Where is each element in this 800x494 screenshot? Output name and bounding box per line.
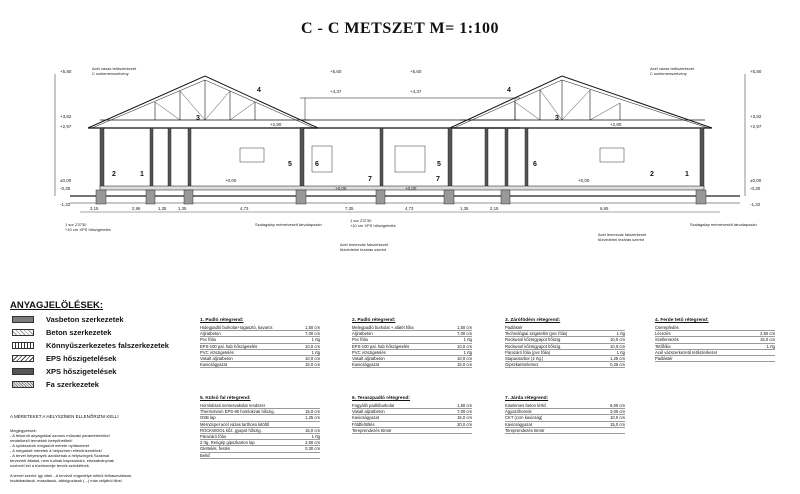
layer-thickness: 15,0 cm <box>760 337 775 343</box>
layer-material: Acél vázszerkezetű tetőszerkezet <box>655 349 718 355</box>
level-label: ±0,00 <box>750 178 762 183</box>
layer-thickness: 0,30 cm <box>305 446 320 452</box>
span-dimensions <box>80 206 720 212</box>
level-label: +0,00 <box>405 186 417 191</box>
layer-material: Gipszkartonlemez <box>505 362 539 368</box>
legend-label: Beton szerkezetek <box>46 327 112 337</box>
annotation-left-insulation: 1 sor Z3730 +10 cm XPS hőszigetelés <box>65 222 111 232</box>
layer-material: Szellemezés <box>655 337 679 343</box>
ground-line <box>70 196 740 203</box>
legend-swatch <box>12 368 34 375</box>
annotation-line: Acél vázas tetőszerkezet <box>650 66 695 71</box>
layer-thickness: 7,00 cm <box>457 409 472 415</box>
layer-thickness: 3,00 cm <box>610 409 625 415</box>
span-dim: 1,35 <box>158 206 167 211</box>
span-dim: 1,35 <box>460 206 469 211</box>
room-numbers <box>112 87 689 183</box>
layer-thickness: 10,0 cm <box>457 356 472 362</box>
annotation-mid-insulation: 1 sor Z3730 +10 cm XPS hőszigetelés <box>350 218 396 228</box>
layer-material: Pvc fólia <box>200 337 216 343</box>
layer-thickness: 10,0 cm <box>610 415 625 421</box>
room-number: 5 <box>437 161 441 168</box>
legend-item <box>12 314 124 324</box>
layer-material: PVC vízszigetelés <box>200 349 234 355</box>
room-number: 7 <box>436 176 440 183</box>
note-line: szolvnél kel a tüzétomelje tervek szövkétnek. <box>10 463 90 468</box>
layer-material: Kavicságyazat <box>505 421 532 427</box>
note-line: terveznél általad, nem tudnak kapcsolódni, elscsatványnak <box>10 458 115 463</box>
room-number: 6 <box>315 161 319 168</box>
layer-thickness: 1 rtg <box>616 349 625 355</box>
layer-material: Párazáró fólia <box>200 434 226 440</box>
room-number: 2 <box>650 171 654 178</box>
layer-material: Hidegpadló burkolat+ragasztó, kavarcs <box>200 325 273 330</box>
layer-thickness: 15,0 cm <box>305 427 320 433</box>
level-label: +5,80 <box>60 69 72 74</box>
openings <box>240 146 624 172</box>
layer-material: ROCKWOOL kőz. gyapot hőszig. <box>200 427 262 433</box>
layer-title: 1. Padló rétegrend: <box>200 318 244 323</box>
layer-row <box>505 362 625 368</box>
layer-material: Aljzatbeton <box>352 331 373 337</box>
layer-material: Tetőfólia <box>655 343 671 349</box>
room-number: 6 <box>533 161 537 168</box>
level-label: ±0,00 <box>60 178 72 183</box>
room-number: 5 <box>288 161 292 168</box>
legend-label: Könnyűszerkezetes falszerkezetek <box>46 340 169 350</box>
room-number: 4 <box>257 87 261 94</box>
annotation-line: C szelemenszelvény <box>92 71 129 76</box>
span-dim: 1,35 <box>178 206 187 211</box>
level-label: +2,80 <box>610 122 622 127</box>
note-line: - A megadott méretek a helyszínen ellenőrizendőek! <box>10 448 102 453</box>
span-dim: 7,35 <box>345 206 354 211</box>
level-label: +2,97 <box>750 124 762 129</box>
layer-block <box>200 318 320 368</box>
layer-row <box>352 362 472 368</box>
layer-material: Fagyálló padlóburkolat <box>352 403 395 408</box>
layer-block <box>200 396 320 459</box>
room-number: 7 <box>368 176 372 183</box>
layer-material: PVC vízszigetelés <box>352 349 386 355</box>
layer-thickness: 15,0 cm <box>305 362 320 368</box>
span-dim: 4,73 <box>240 206 249 211</box>
layer-thickness: 10,0 cm <box>610 337 625 343</box>
layer-material: Kavicságyazat <box>200 362 227 368</box>
foundations <box>96 190 706 204</box>
span-dim: 2,96 <box>132 206 141 211</box>
legend-item <box>12 379 99 389</box>
layer-thickness: 1 rtg <box>766 343 775 349</box>
level-label: -0,30 <box>750 186 761 191</box>
annotation-mid-floor: Acél lemezváz falszerkezet tűzvédelmi lezárás szerint <box>340 242 389 252</box>
layer-material: Vasalt aljzatbeton <box>352 409 385 415</box>
legend-heading: ANYAGJELÖLÉSEK: <box>10 300 104 311</box>
notes-block <box>10 428 150 483</box>
layer-title: 2. Padló rétegrend: <box>352 318 396 323</box>
legend-swatch <box>12 342 34 349</box>
layer-material: 2 rtg. Rengép gipszkarton lap <box>200 440 255 446</box>
level-label: +5,60 <box>330 69 342 74</box>
layer-material: EPS-100 pal. hab hőszigetelés <box>352 343 410 349</box>
layer-material: Kiselemes beton térkő <box>505 403 547 408</box>
room-number: 2 <box>112 171 116 178</box>
layer-material: Lécezés <box>655 331 671 337</box>
layer-thickness: 1 rtg <box>311 349 320 355</box>
annotation-left-roof <box>92 66 137 76</box>
annotation-left-strip: Szalagalap mérnéveséit tárvalaposán <box>255 222 322 227</box>
layer-block <box>352 396 472 434</box>
layer-material: Vasalt aljzatbeton <box>352 356 385 362</box>
level-label: -1,32 <box>60 202 71 207</box>
level-label: +0,00 <box>578 178 590 183</box>
legend-swatch <box>12 329 34 336</box>
level-label: +3,82 <box>750 114 762 119</box>
note-line: A tervet szerint így vitek - A tervező engedélye nélkül felhasználásuk, <box>10 473 133 478</box>
layer-material: Aljzatbeton <box>200 331 221 337</box>
annotation-line: C szelemenszelvény <box>650 71 687 76</box>
left-roof <box>88 76 318 128</box>
level-label: +5,60 <box>410 69 422 74</box>
layer-thickness: 10,0 cm <box>457 343 472 349</box>
note-line: Megjegyzések: <box>10 428 37 433</box>
walls <box>100 128 704 188</box>
floor-slab <box>100 186 704 190</box>
legend-swatch <box>12 355 34 362</box>
layer-thickness: 7,00 cm <box>305 331 320 337</box>
layer-material: Cserepfedés <box>655 325 679 330</box>
layer-material: Homlokzati nemesvakolat rendszer <box>200 403 266 408</box>
span-dim: 6,65 <box>600 206 609 211</box>
layer-thickness: 10,0 cm <box>305 343 320 349</box>
layer-material: Stapacsarbor (2 rtg.) <box>505 356 544 362</box>
layer-thickness: 1 rtg <box>463 349 472 355</box>
level-label: +2,97 <box>60 124 72 129</box>
layer-title: 7. Járda rétegrend: <box>505 396 549 401</box>
room-number: 1 <box>685 171 689 178</box>
annotation-right-roof <box>650 66 695 76</box>
legend-label: EPS hőszigetelések <box>46 353 117 363</box>
layer-material: Földfeltöltés <box>352 421 375 427</box>
layer-block <box>655 318 775 362</box>
layer-material: Kavicságyazat <box>352 362 379 368</box>
layer-material: Belső <box>200 452 211 458</box>
level-label: +0,00 <box>335 186 347 191</box>
layer-block <box>352 318 472 368</box>
layer-thickness: 1 rtg <box>616 331 625 337</box>
layer-title: 3. Zárófödém rétegrend: <box>505 318 561 323</box>
right-roof <box>450 76 712 128</box>
span-dim: 4,73 <box>405 206 414 211</box>
annotation-right-strip: Szalagalap mérnéveséit tárvalaposán <box>690 222 757 227</box>
legend-swatch <box>12 381 34 388</box>
layer-thickness: 20,0 cm <box>457 421 472 427</box>
layer-material: Rockwool kőzetgyapot hőszig. <box>505 337 562 343</box>
layer-block <box>505 318 625 368</box>
annotation-right-floor: Acél lemezváz falszerkezet tűzvédelmi lezárás szerint <box>598 232 647 242</box>
note-line: - A nyílászárók megadott mérete nyílásméret <box>10 443 90 448</box>
layer-title: 6. Teraszpadló rétegrend: <box>352 396 411 401</box>
notes-heading: A MÉRETEKET A HELYSZÍNEN ELLENŐRIZNI KELL! <box>10 414 119 419</box>
note-line: - A tervet helyesnyek azokkénak a helyszíngek Szakmai <box>10 453 110 458</box>
layer-material: Rockwool kőzetgyapot hőszig. <box>505 343 562 349</box>
layer-thickness: 1,50 cm <box>457 403 472 408</box>
layer-material: Melegpadló burkolat + alátét fólia <box>352 325 414 330</box>
layer-title: 5. Külső fal rétegrend: <box>200 396 251 401</box>
layer-material: Technológiai szigetelés (pvc fólia) <box>505 331 568 337</box>
layer-material: Párazáró fólia (pvc fólia) <box>505 349 551 355</box>
note-line: - A felsorolt anyagokkal azonos műszaki paraméterekkel <box>10 433 110 438</box>
layer-thickness: 1 rtg <box>311 434 320 440</box>
layer-thickness: 7,00 cm <box>457 331 472 337</box>
layer-thickness: 0,25 cm <box>610 362 625 368</box>
room-number: 4 <box>507 87 511 94</box>
layer-material: Tereprendezés tömör <box>352 427 392 433</box>
layer-material: Thermotvom EPS-80 homlokzati hőszig. <box>200 409 275 415</box>
layer-material: CKT (ccm kavicság) <box>505 415 543 421</box>
layer-thickness: 6,00 cm <box>610 403 625 408</box>
layer-thickness: 10,0 cm <box>305 356 320 362</box>
layer-thickness: 10,0 cm <box>610 343 625 349</box>
level-label: -0,30 <box>60 186 71 191</box>
layer-material: Glettelés, festés <box>200 446 231 452</box>
legend-item <box>12 353 116 363</box>
layer-material: Padlástér <box>655 356 673 362</box>
layer-material: Kavicságyazat <box>352 415 379 421</box>
room-number: 3 <box>555 115 559 122</box>
layer-row <box>352 428 472 434</box>
span-dim: 3,15 <box>90 206 99 211</box>
level-label: +0,00 <box>225 178 237 183</box>
layer-row <box>655 356 775 362</box>
note-line: továbbadásuk, másolásuk, átdolgozásuk (...) más céljából tilos! <box>10 478 122 483</box>
legend-label: Vasbeton szerkezetek <box>46 314 124 324</box>
layer-thickness: 1,25 cm <box>305 415 320 421</box>
legend-swatch <box>12 316 34 323</box>
level-label: +4,37 <box>410 89 422 94</box>
layer-material: Vasalt aljzatbeton <box>200 356 233 362</box>
layer-thickness: 1,25 cm <box>610 356 625 362</box>
legend-item <box>12 340 169 350</box>
level-label: +5,80 <box>750 69 762 74</box>
layer-row <box>200 453 320 459</box>
room-number: 1 <box>140 171 144 178</box>
legend-item <box>12 366 116 376</box>
layer-material: Tereprendezés tömör <box>505 427 545 433</box>
legend-label: XPS hőszigetelések <box>46 366 117 376</box>
layer-material: OSB lap <box>200 415 216 421</box>
layer-material: EPS-100 pal. hab hőszigetelés <box>200 343 258 349</box>
layer-thickness: 2,50 cm <box>760 331 775 337</box>
layer-thickness: 15,0 cm <box>305 409 320 415</box>
legend-item <box>12 327 111 337</box>
layer-thickness: 15,0 cm <box>457 362 472 368</box>
level-label: +2,80 <box>270 122 282 127</box>
layer-block <box>505 396 625 434</box>
layer-material: Padlástér <box>505 325 523 330</box>
layer-row <box>200 362 320 368</box>
layer-material: Ágyazóhomok <box>505 409 532 415</box>
span-dim: 2,15 <box>490 206 499 211</box>
layer-thickness: 1,50 cm <box>457 325 472 330</box>
drawing-title: C - C METSZET M= 1:100 <box>300 20 500 37</box>
legend-label: Fa szerkezetek <box>46 379 99 389</box>
layer-row <box>505 428 625 434</box>
middle-roof <box>300 98 520 128</box>
layer-title: 4. Ferde tető rétegrend: <box>655 318 709 323</box>
layer-material: Mérnöcpet acél vázas tarthoso kitöltő <box>200 421 270 427</box>
level-label: +4,37 <box>330 89 342 94</box>
annotation-line: Acél vázas tetőszerkezet <box>92 66 137 71</box>
note-line: rendelkező termékek beépíthetőek! <box>10 438 73 443</box>
level-label: +3,82 <box>60 114 72 119</box>
room-number: 3 <box>196 115 200 122</box>
layer-thickness: 2,50 cm <box>305 440 320 446</box>
level-label: -1,32 <box>750 202 761 207</box>
layer-thickness: 1 rtg <box>463 337 472 343</box>
layer-thickness: 15,0 cm <box>610 421 625 427</box>
layer-thickness: 1,50 cm <box>305 325 320 330</box>
layer-thickness: 15,0 cm <box>457 415 472 421</box>
layer-thickness: 1 rtg <box>311 337 320 343</box>
layer-material: Pvc fólia <box>352 337 368 343</box>
